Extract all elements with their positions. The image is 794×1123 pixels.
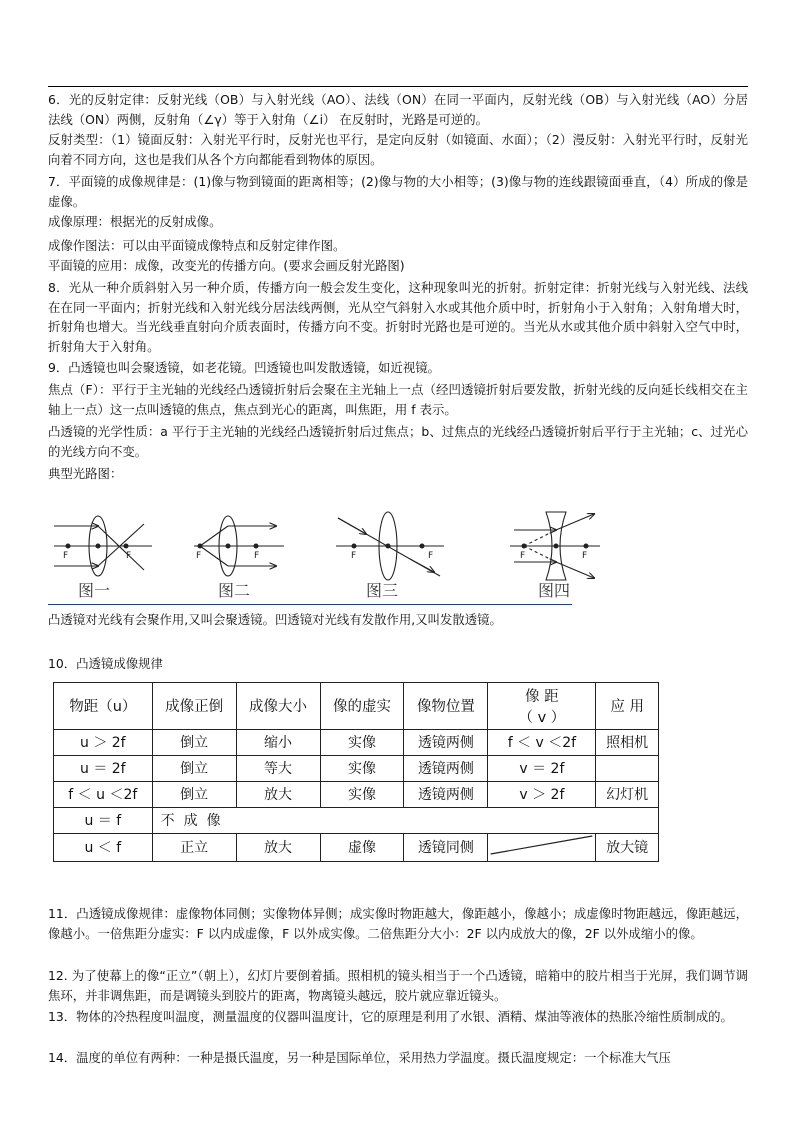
paragraph-11: 11．凸透镜成像规律：虚像物体同侧；实像物体异侧；成实像时物距越大，像距越小，像越小；成虚像时物距越远，像距越远，像越小。一倍焦距分虚实：F 以内成虚像，F 以外成实像。二倍焦距分大小：2F 以内成放大的像，2F 以外成缩小的像。 [48, 906, 748, 941]
table-row [54, 833, 659, 861]
cell-v: f ＜ v ＜2f [488, 729, 596, 755]
diagram-4-caption: 图四 [538, 581, 571, 600]
cell-orient: 倒立 [152, 781, 236, 807]
cell-u: u ＞ 2f [54, 729, 153, 755]
cell-pos: 透镜两侧 [404, 781, 488, 807]
paragraph-14: 14．温度的单位有两种：一种是摄氏温度，另一种是国际单位，采用热力学温度。摄氏温度规定：一个标准大气压 [48, 1050, 671, 1065]
diagram-1 [54, 516, 152, 576]
cell-orient: 倒立 [152, 729, 236, 755]
cell-real: 实像 [320, 729, 404, 755]
diagram-underline [48, 604, 572, 605]
paragraph-convex-properties: 凸透镜的光学性质：a 平行于主光轴的光线经凸透镜折射后过焦点；b、过焦点的光线经凸透镜折射后平行于主光轴；c、过光心的光线方向不变。 [48, 424, 748, 459]
table-row [54, 729, 659, 755]
header-size: 成像大小 [236, 683, 320, 730]
cell-v: v ＞ 2f [488, 781, 596, 807]
header-image-distance-symbol: （ v ） [518, 709, 566, 726]
header-position: 像物位置 [404, 683, 488, 730]
cell-u: f ＜ u ＜2f [54, 781, 153, 807]
header-orientation: 成像正倒 [152, 683, 236, 730]
diagram-1-caption: 图一 [78, 581, 111, 600]
cell-use: 照相机 [596, 729, 659, 755]
cell-v: v ＝ 2f [488, 755, 596, 781]
diagram-4-focus-label: F [520, 551, 526, 561]
cell-use [596, 755, 659, 781]
diagram-4-focus-label: F [582, 551, 588, 561]
paragraph-typical-diagrams: 典型光路图： [48, 466, 123, 481]
cell-real: 虚像 [320, 833, 404, 861]
paragraph-imaging-principle: 成像原理：根据光的反射成像。 [48, 214, 222, 229]
cell-orient: 倒立 [152, 755, 236, 781]
paragraph-6: 6．光的反射定律：反射光线（OB）与入射光线（AO）、法线（ON）在同一平面内，反射光线（OB）与入射光线（AO）分居法线（ON）两侧，反射角（∠γ）等于入射角（∠i） 在反射时，光路是可逆的。 [48, 92, 748, 127]
cell-real: 实像 [320, 781, 404, 807]
table-row [54, 755, 659, 781]
table-row [54, 807, 659, 833]
diagram-2 [194, 516, 284, 576]
cell-use: 放大镜 [596, 833, 659, 861]
paragraph-convex-concave: 凸透镜对光线有会聚作用,又叫会聚透镜。凹透镜对光线有发散作用,又叫发散透镜。 [48, 612, 502, 627]
top-rule [48, 86, 748, 87]
cell-size: 放大 [236, 833, 320, 861]
lens-diagrams [48, 500, 608, 604]
diagram-2-caption: 图二 [218, 581, 251, 600]
cell-v-slash [488, 833, 596, 861]
header-image-distance [488, 683, 596, 730]
paragraph-10: 10．凸透镜成像规律 [48, 656, 163, 671]
paragraph-mirror-application: 平面镜的应用：成像，改变光的传播方向。(要求会画反射光路图) [48, 258, 405, 273]
diagram-2-focus-label: F [196, 551, 202, 561]
cell-real: 实像 [320, 755, 404, 781]
diagram-3-focus-label: F [351, 551, 357, 561]
header-real-virtual: 像的虚实 [320, 683, 404, 730]
cell-orient: 正立 [152, 833, 236, 861]
paragraph-12: 12. 为了使幕上的像“正立”（朝上），幻灯片要倒着插。照相机的镜头相当于一个凸透镜，暗箱中的胶片相当于光屏，我们调节调焦环，并非调焦距，而是调镜头到胶片的距离，物离镜头越远，胶片就应靠近镜头。 [48, 968, 748, 1003]
cell-size: 等大 [236, 755, 320, 781]
diagram-1-focus-label: F [126, 551, 132, 561]
cell-size: 放大 [236, 781, 320, 807]
header-image-distance-label: 像 距 [525, 688, 559, 705]
cell-u: u ＝ f [54, 807, 153, 833]
paragraph-7: 7．平面镜的成像规律是：(1)像与物到镜面的距离相等；(2)像与物的大小相等；(3)像与物的连线跟镜面垂直，（4）所成的像是虚像。 [48, 174, 748, 209]
paragraph-13: 13．物体的冷热程度叫温度，测量温度的仪器叫温度计，它的原理是利用了水银、酒精、煤油等液体的热胀冷缩性质制成的。 [48, 1009, 733, 1024]
paragraph-9: 9．凸透镜也叫会聚透镜，如老花镜。凹透镜也叫发散透镜，如近视镜。 [48, 360, 440, 375]
cell-pos: 透镜两侧 [404, 729, 488, 755]
cell-size: 缩小 [236, 729, 320, 755]
paragraph-focus: 焦点（F）：平行于主光轴的光线经凸透镜折射后会聚在主光轴上一点（经凹透镜折射后要发散，折射光线的反向延长线相交在主轴上一点）这一点叫透镜的焦点，焦点到光心的距离，叫焦距，用 f 表示。 [48, 382, 748, 417]
diagonal-slash-icon [488, 834, 595, 856]
cell-pos: 透镜两侧 [404, 755, 488, 781]
diagram-3-caption: 图三 [366, 581, 399, 600]
diagram-1-focus-label: F [63, 551, 69, 561]
paragraph-8: 8．光从一种介质斜射入另一种介质，传播方向一般会发生变化，这种现象叫光的折射。折射定律：折射光线与入射光线、法线在在同一平面内；折射光线和入射光线分居法线两侧，光从空气斜射入水或其他介质中时，折射角小于入射角；入射角增大时，折射角也增大。当光线垂直射向介质表面时，传播方向不变。折射时光路也是可逆的。当光从水或其他介质中斜射入空气中时，折射角大于入射角。 [48, 280, 748, 354]
diagram-4 [510, 512, 600, 580]
diagram-3-focus-label: F [428, 551, 434, 561]
diagram-2-focus-label: F [254, 551, 260, 561]
header-object-distance: 物距（u） [54, 683, 153, 730]
table-row [54, 781, 659, 807]
header-application: 应 用 [596, 683, 659, 730]
diagram-3 [336, 512, 444, 580]
paragraph-imaging-drawing: 成像作图法：可以由平面镜成像特点和反射定律作图。 [48, 238, 346, 253]
cell-u: u ＜ f [54, 833, 153, 861]
cell-use: 幻灯机 [596, 781, 659, 807]
paragraph-reflection-types: 反射类型：（1）镜面反射：入射光平行时，反射光也平行，是定向反射（如镜面、水面）；（2）漫反射：入射光平行时，反射光向着不同方向，这也是我们从各个方向都能看到物体的原因。 [48, 132, 748, 167]
cell-pos: 透镜同侧 [404, 833, 488, 861]
cell-u: u ＝ 2f [54, 755, 153, 781]
table-header-row [54, 683, 659, 730]
convex-lens-imaging-table [53, 682, 659, 862]
cell-no-image: 不成像 [152, 807, 658, 833]
